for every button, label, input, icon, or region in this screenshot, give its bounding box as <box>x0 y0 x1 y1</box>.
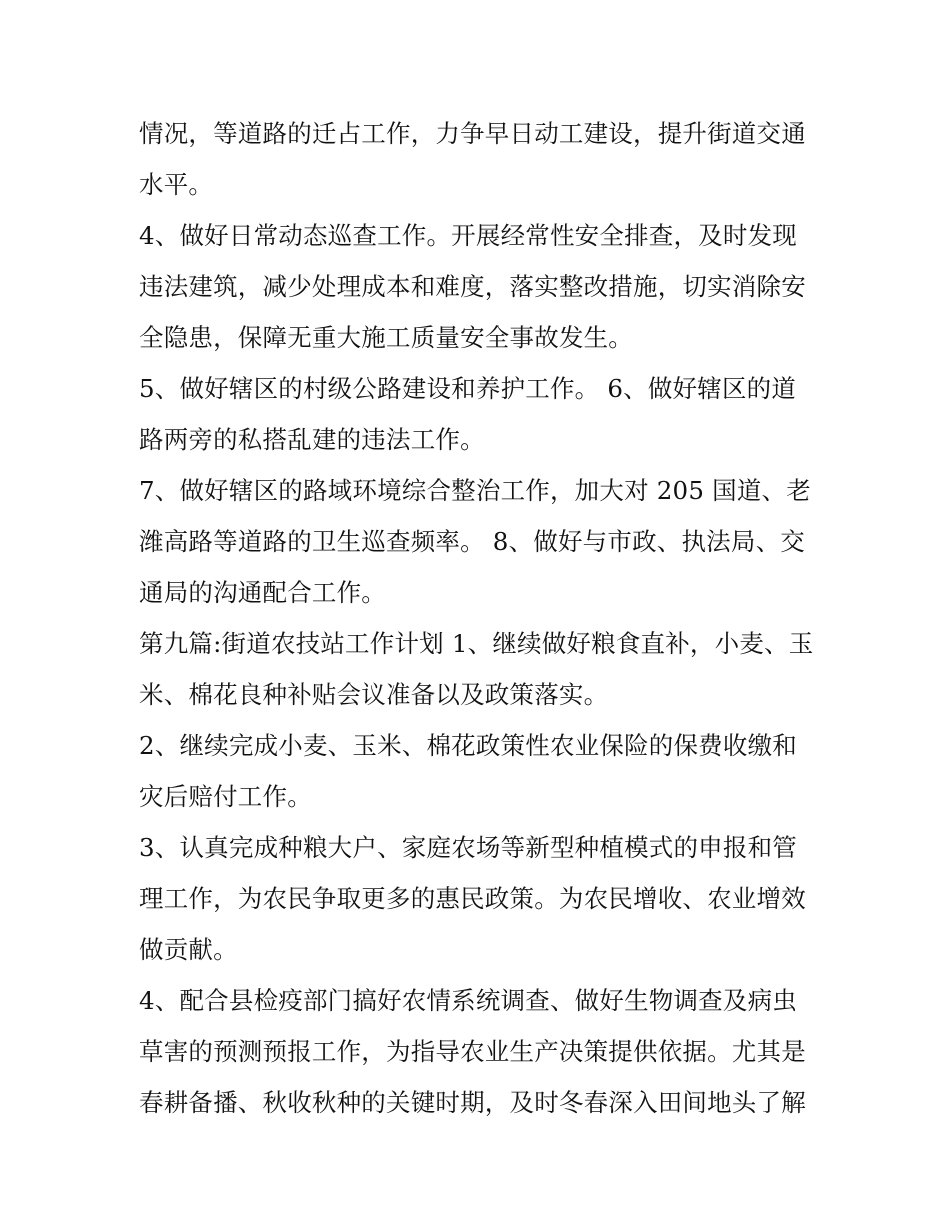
text-line: 通局的沟通配合工作。 <box>139 578 386 607</box>
text-line: 情况，等道路的迁占工作，力争早日动工建设，提升街道交通 <box>139 119 806 148</box>
text-line: 水平。 <box>139 170 214 199</box>
text-line: 理工作，为农民争取更多的惠民政策。为农民增收、农业增效 <box>139 884 806 913</box>
text-line: 路两旁的私搭乱建的违法工作。 <box>139 425 485 454</box>
text-line: 春耕备播、秋收秋种的关键时期，及时冬春深入田间地头了解 <box>139 1088 806 1117</box>
text-line: 潍高路等道路的卫生巡查频率。 8、做好与市政、执法局、交 <box>139 527 805 556</box>
section-heading-line: 第九篇:街道农技站工作计划 1、继续做好粮食直补，小麦、玉 <box>139 629 814 658</box>
document-body <box>139 108 829 1128</box>
text-line: 3、认真完成种粮大户、家庭农场等新型种植模式的申报和管 <box>139 833 797 862</box>
text-line: 4、配合县检疫部门搞好农情系统调查、做好生物调查及病虫 <box>139 986 797 1015</box>
text-line: 做贡献。 <box>139 935 238 964</box>
text-line: 全隐患，保障无重大施工质量安全事故发生。 <box>139 323 633 352</box>
text-line: 违法建筑，减少处理成本和难度，落实整改措施，切实消除安 <box>139 272 806 301</box>
text-line: 米、棉花良种补贴会议准备以及政策落实。 <box>139 680 609 709</box>
text-line: 草害的预测预报工作，为指导农业生产决策提供依据。尤其是 <box>139 1037 806 1066</box>
text-line: 7、做好辖区的路域环境综合整治工作，加大对 205 国道、老 <box>139 476 811 505</box>
text-line: 灾后赔付工作。 <box>139 782 312 811</box>
text-line: 5、做好辖区的村级公路建设和养护工作。 6、做好辖区的道 <box>139 374 797 403</box>
text-line: 2、继续完成小麦、玉米、棉花政策性农业保险的保费收缴和 <box>139 731 797 760</box>
text-line: 4、做好日常动态巡查工作。开展经常性安全排查，及时发现 <box>139 221 797 250</box>
